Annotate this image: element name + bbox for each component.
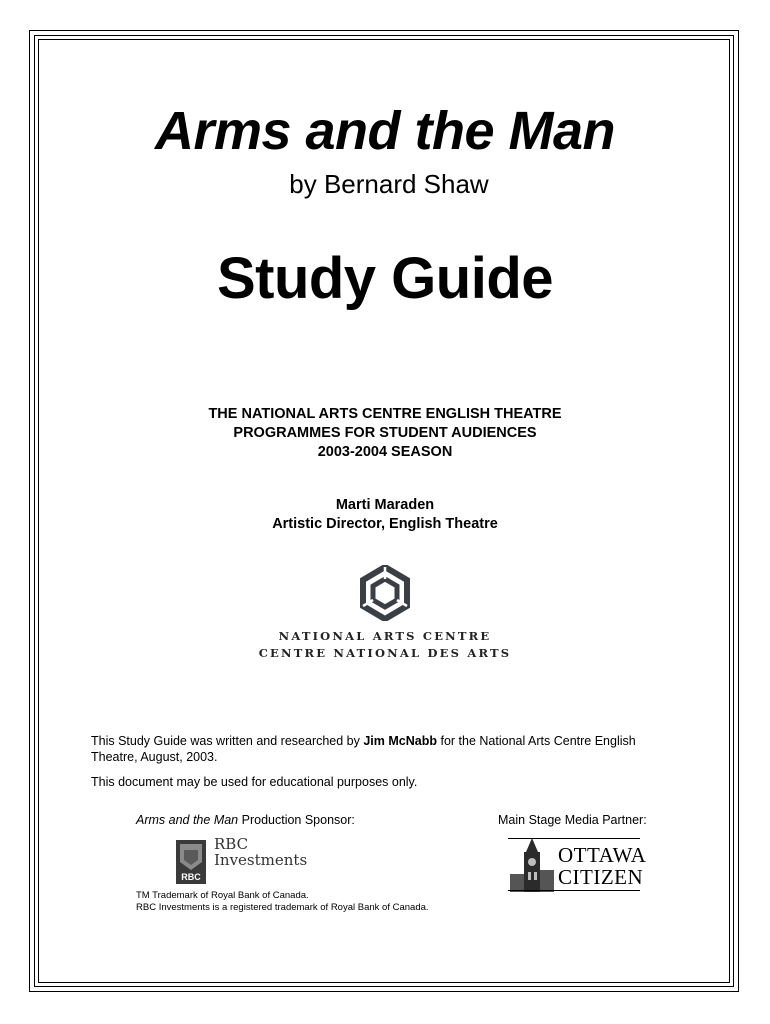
- rbc-investments-wordmark: [214, 836, 307, 868]
- rbc-shield-icon: [176, 840, 206, 884]
- citizen-line-1: OTTAWA: [558, 843, 647, 867]
- rbc-wordmark-line-1: RBC: [214, 835, 249, 853]
- production-sponsor-suffix: Production Sponsor:: [238, 813, 355, 827]
- credits-paragraph: [91, 733, 671, 765]
- credits-text-before: This Study Guide was written and researched by: [91, 734, 364, 748]
- director-block: [0, 496, 770, 534]
- director-role: Artistic Director, English Theatre: [272, 516, 498, 532]
- production-title: Arms and the Man: [136, 813, 239, 827]
- peace-tower-icon: [506, 838, 556, 892]
- citizen-line-2: CITIZEN: [558, 865, 644, 889]
- rbc-badge-text: RBC: [181, 872, 201, 882]
- credits-author: Jim McNabb: [363, 734, 437, 748]
- ottawa-citizen-wordmark: [558, 844, 646, 888]
- director-name: Marti Maraden: [335, 497, 435, 513]
- credits-text-after: for the National Arts Centre English Theatre, August, 2003.: [91, 734, 636, 764]
- document-subtitle: Study Guide: [216, 246, 554, 311]
- national-arts-centre-logo-icon: [359, 565, 411, 621]
- usage-notice: This document may be used for educational purposes only.: [91, 775, 418, 789]
- author-byline: by Bernard Shaw: [289, 169, 489, 199]
- organization-line-3: 2003-2004 SEASON: [317, 444, 453, 460]
- rbc-wordmark-line-2: Investments: [214, 851, 308, 869]
- organization-line-1: THE NATIONAL ARTS CENTRE ENGLISH THEATRE: [208, 406, 562, 422]
- logo-wordmark: [0, 628, 770, 662]
- organization-block: [0, 405, 770, 462]
- trademark-notice: [136, 890, 429, 914]
- document-title: Arms and the Man: [154, 101, 616, 161]
- organization-line-2: PROGRAMMES FOR STUDENT AUDIENCES: [233, 425, 537, 441]
- media-partner-label: Main Stage Media Partner:: [498, 813, 647, 827]
- logo-line-english: NATIONAL ARTS CENTRE: [278, 629, 492, 643]
- citizen-rule-bottom: [508, 890, 640, 891]
- trademark-line-2: RBC Investments is a registered trademark of Royal Bank of Canada.: [136, 902, 429, 913]
- production-sponsor-label: [136, 813, 355, 827]
- trademark-line-1: TM Trademark of Royal Bank of Canada.: [136, 890, 309, 901]
- logo-line-french: CENTRE NATIONAL DES ARTS: [258, 646, 512, 660]
